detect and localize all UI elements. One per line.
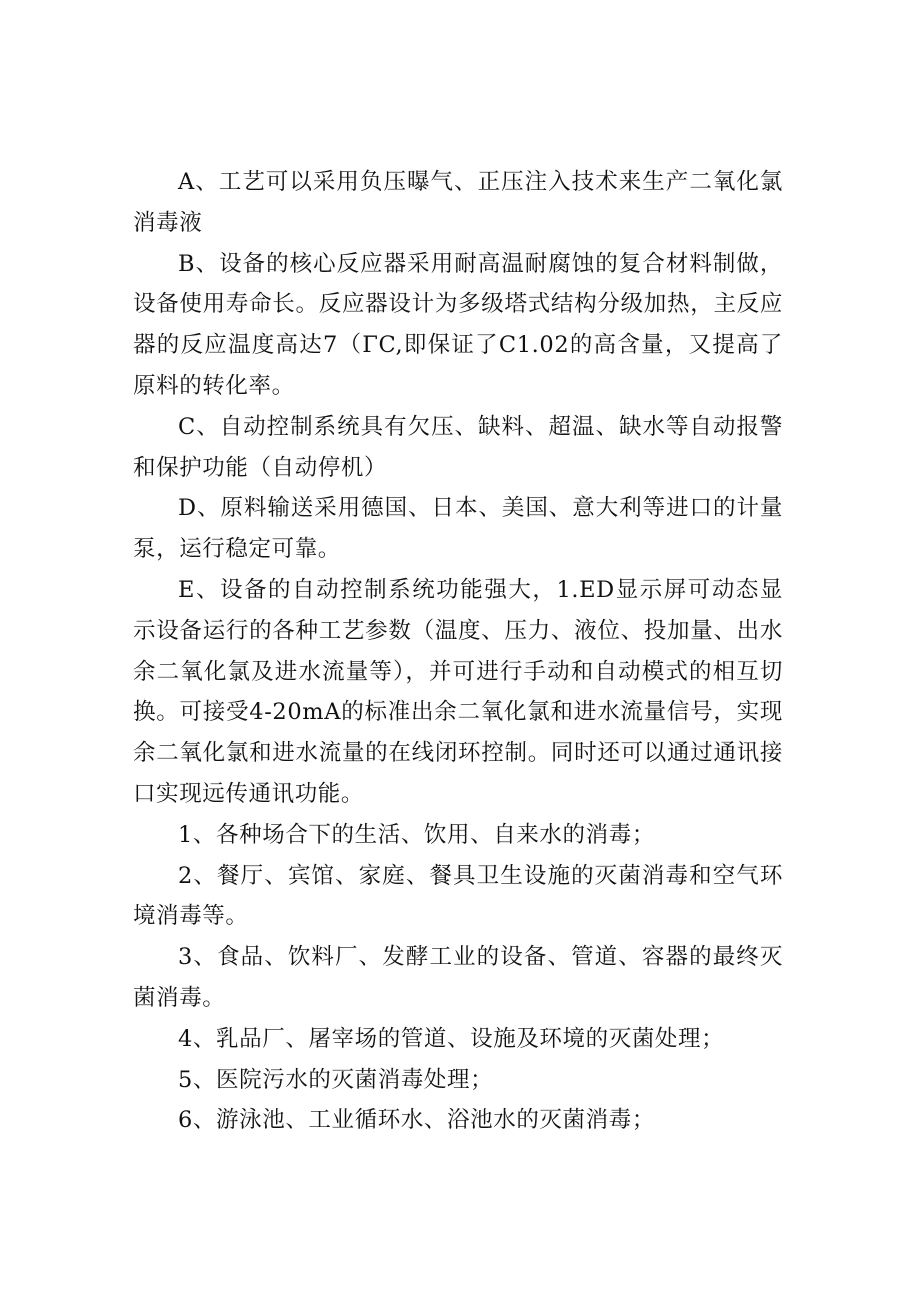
paragraph-b: B、设备的核心反应器采用耐高温耐腐蚀的复合材料制做，设备使用寿命长。反应器设计为多级塔式结构分级加热，主反应器的反应温度高达7（ΓC,即保证了C1.02的高含量，又提高了原料的转化率。 bbox=[133, 250, 783, 399]
paragraph-c: C、自动控制系统具有欠压、缺料、超温、缺水等自动报警和保护功能（自动停机） bbox=[133, 413, 783, 481]
list-item-6: 6、游泳池、工业循环水、浴池水的灭菌消毒； bbox=[178, 1107, 655, 1134]
paragraph-e: E、设备的自动控制系统功能强大，1.ED显示屏可动态显示设备运行的各种工艺参数（温度、压力、液位、投加量、出水余二氧化氯及进水流量等），并可进行手动和自动模式的相互切换。可接受4-20mA的标准出余二氧化氯和进水流量信号，实现余二氧化氯和进水流量的在线闭环控制。同时还可以通过通讯接口实现远传通讯功能。 bbox=[133, 576, 783, 807]
document-body bbox=[133, 162, 783, 1141]
list-item-3: 3、食品、饮料厂、发酵工业的设备、管道、容器的最终灭菌消毒。 bbox=[133, 944, 783, 1011]
list-item-4: 4、乳品厂、屠宰场的管道、设施及环境的灭菌处理； bbox=[178, 1025, 725, 1052]
paragraph-a: A、工艺可以采用负压曝气、正压注入技术来生产二氧化氯消毒液 bbox=[133, 169, 783, 236]
list-item-5: 5、医院污水的灭菌消毒处理； bbox=[178, 1066, 494, 1093]
list-item-2: 2、餐厅、宾馆、家庭、餐具卫生设施的灭菌消毒和空气环境消毒等。 bbox=[133, 862, 783, 930]
list-item-1: 1、各种场合下的生活、饮用、自来水的消毒； bbox=[178, 821, 655, 848]
paragraph-d: D、原料输送采用德国、日本、美国、意大利等进口的计量泵，运行稳定可靠。 bbox=[133, 495, 783, 563]
